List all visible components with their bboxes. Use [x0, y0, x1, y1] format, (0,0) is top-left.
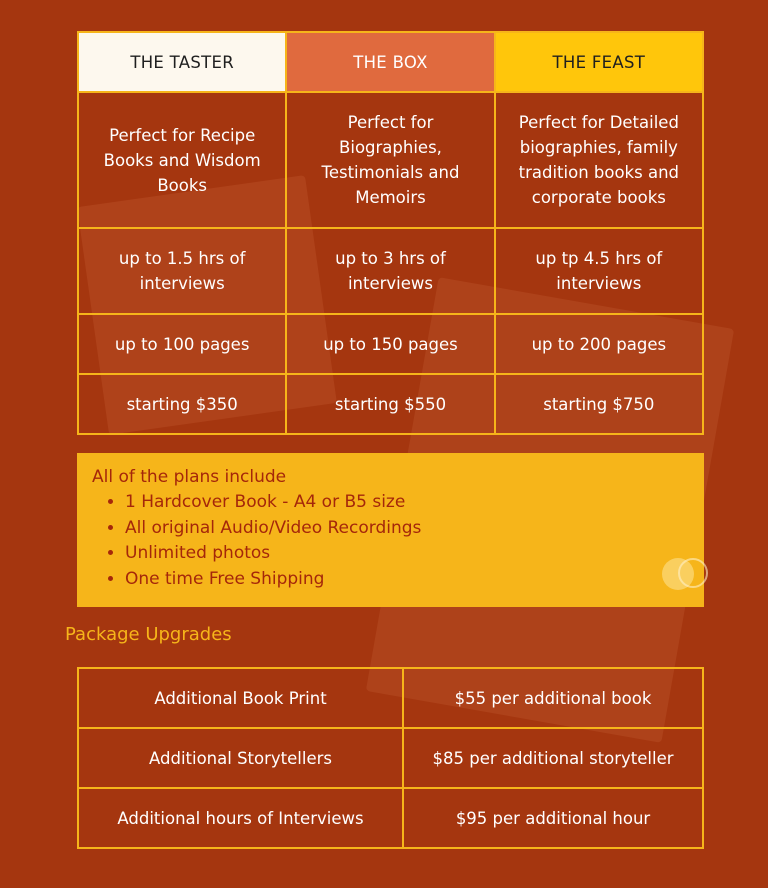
includes-item: • One time Free Shipping [125, 567, 704, 593]
includes-item: • Unlimited photos [125, 541, 704, 567]
upgrade-row [78, 728, 703, 788]
plan-description-taster: Perfect for Recipe Books and Wisdom Books [78, 92, 286, 228]
plan-interviews-row [78, 228, 703, 314]
plan-description-feast: Perfect for Detailed biographies, family tradition books and corporate books [495, 92, 703, 228]
upgrade-label: Additional hours of Interviews [78, 788, 403, 848]
plan-description-row [78, 92, 703, 228]
plan-name-taster: THE TASTER [78, 32, 286, 92]
plan-pages-taster: up to 100 pages [78, 314, 286, 374]
plan-interviews-feast: up tp 4.5 hrs of interviews [495, 228, 703, 314]
plan-pages-feast: up to 200 pages [495, 314, 703, 374]
plan-header-row [78, 32, 703, 92]
includes-list [92, 490, 704, 592]
plan-price-taster: starting $350 [78, 374, 286, 434]
plan-name-feast: THE FEAST [495, 32, 703, 92]
plan-price-feast: starting $750 [495, 374, 703, 434]
upgrade-label: Additional Storytellers [78, 728, 403, 788]
decorative-circles-icon [662, 556, 722, 592]
plan-description-box: Perfect for Biographies, Testimonials and Memoirs [286, 92, 494, 228]
upgrade-row [78, 788, 703, 848]
upgrade-row [78, 668, 703, 728]
plan-interviews-taster: up to 1.5 hrs of interviews [78, 228, 286, 314]
upgrade-price: $85 per additional storyteller [403, 728, 703, 788]
plan-interviews-box: up to 3 hrs of interviews [286, 228, 494, 314]
includes-item: • 1 Hardcover Book - A4 or B5 size [125, 490, 704, 516]
includes-item: • All original Audio/Video Recordings [125, 516, 704, 542]
upgrade-price: $55 per additional book [403, 668, 703, 728]
plan-includes-box [77, 453, 704, 607]
pricing-table [77, 31, 704, 435]
plan-price-box: starting $550 [286, 374, 494, 434]
plan-pages-box: up to 150 pages [286, 314, 494, 374]
plan-name-box: THE BOX [286, 32, 494, 92]
upgrades-title: Package Upgrades [65, 624, 232, 645]
upgrade-label: Additional Book Print [78, 668, 403, 728]
plan-pages-row [78, 314, 703, 374]
upgrades-table [77, 667, 704, 849]
upgrade-price: $95 per additional hour [403, 788, 703, 848]
includes-title: All of the plans include [92, 467, 287, 487]
plan-price-row [78, 374, 703, 434]
